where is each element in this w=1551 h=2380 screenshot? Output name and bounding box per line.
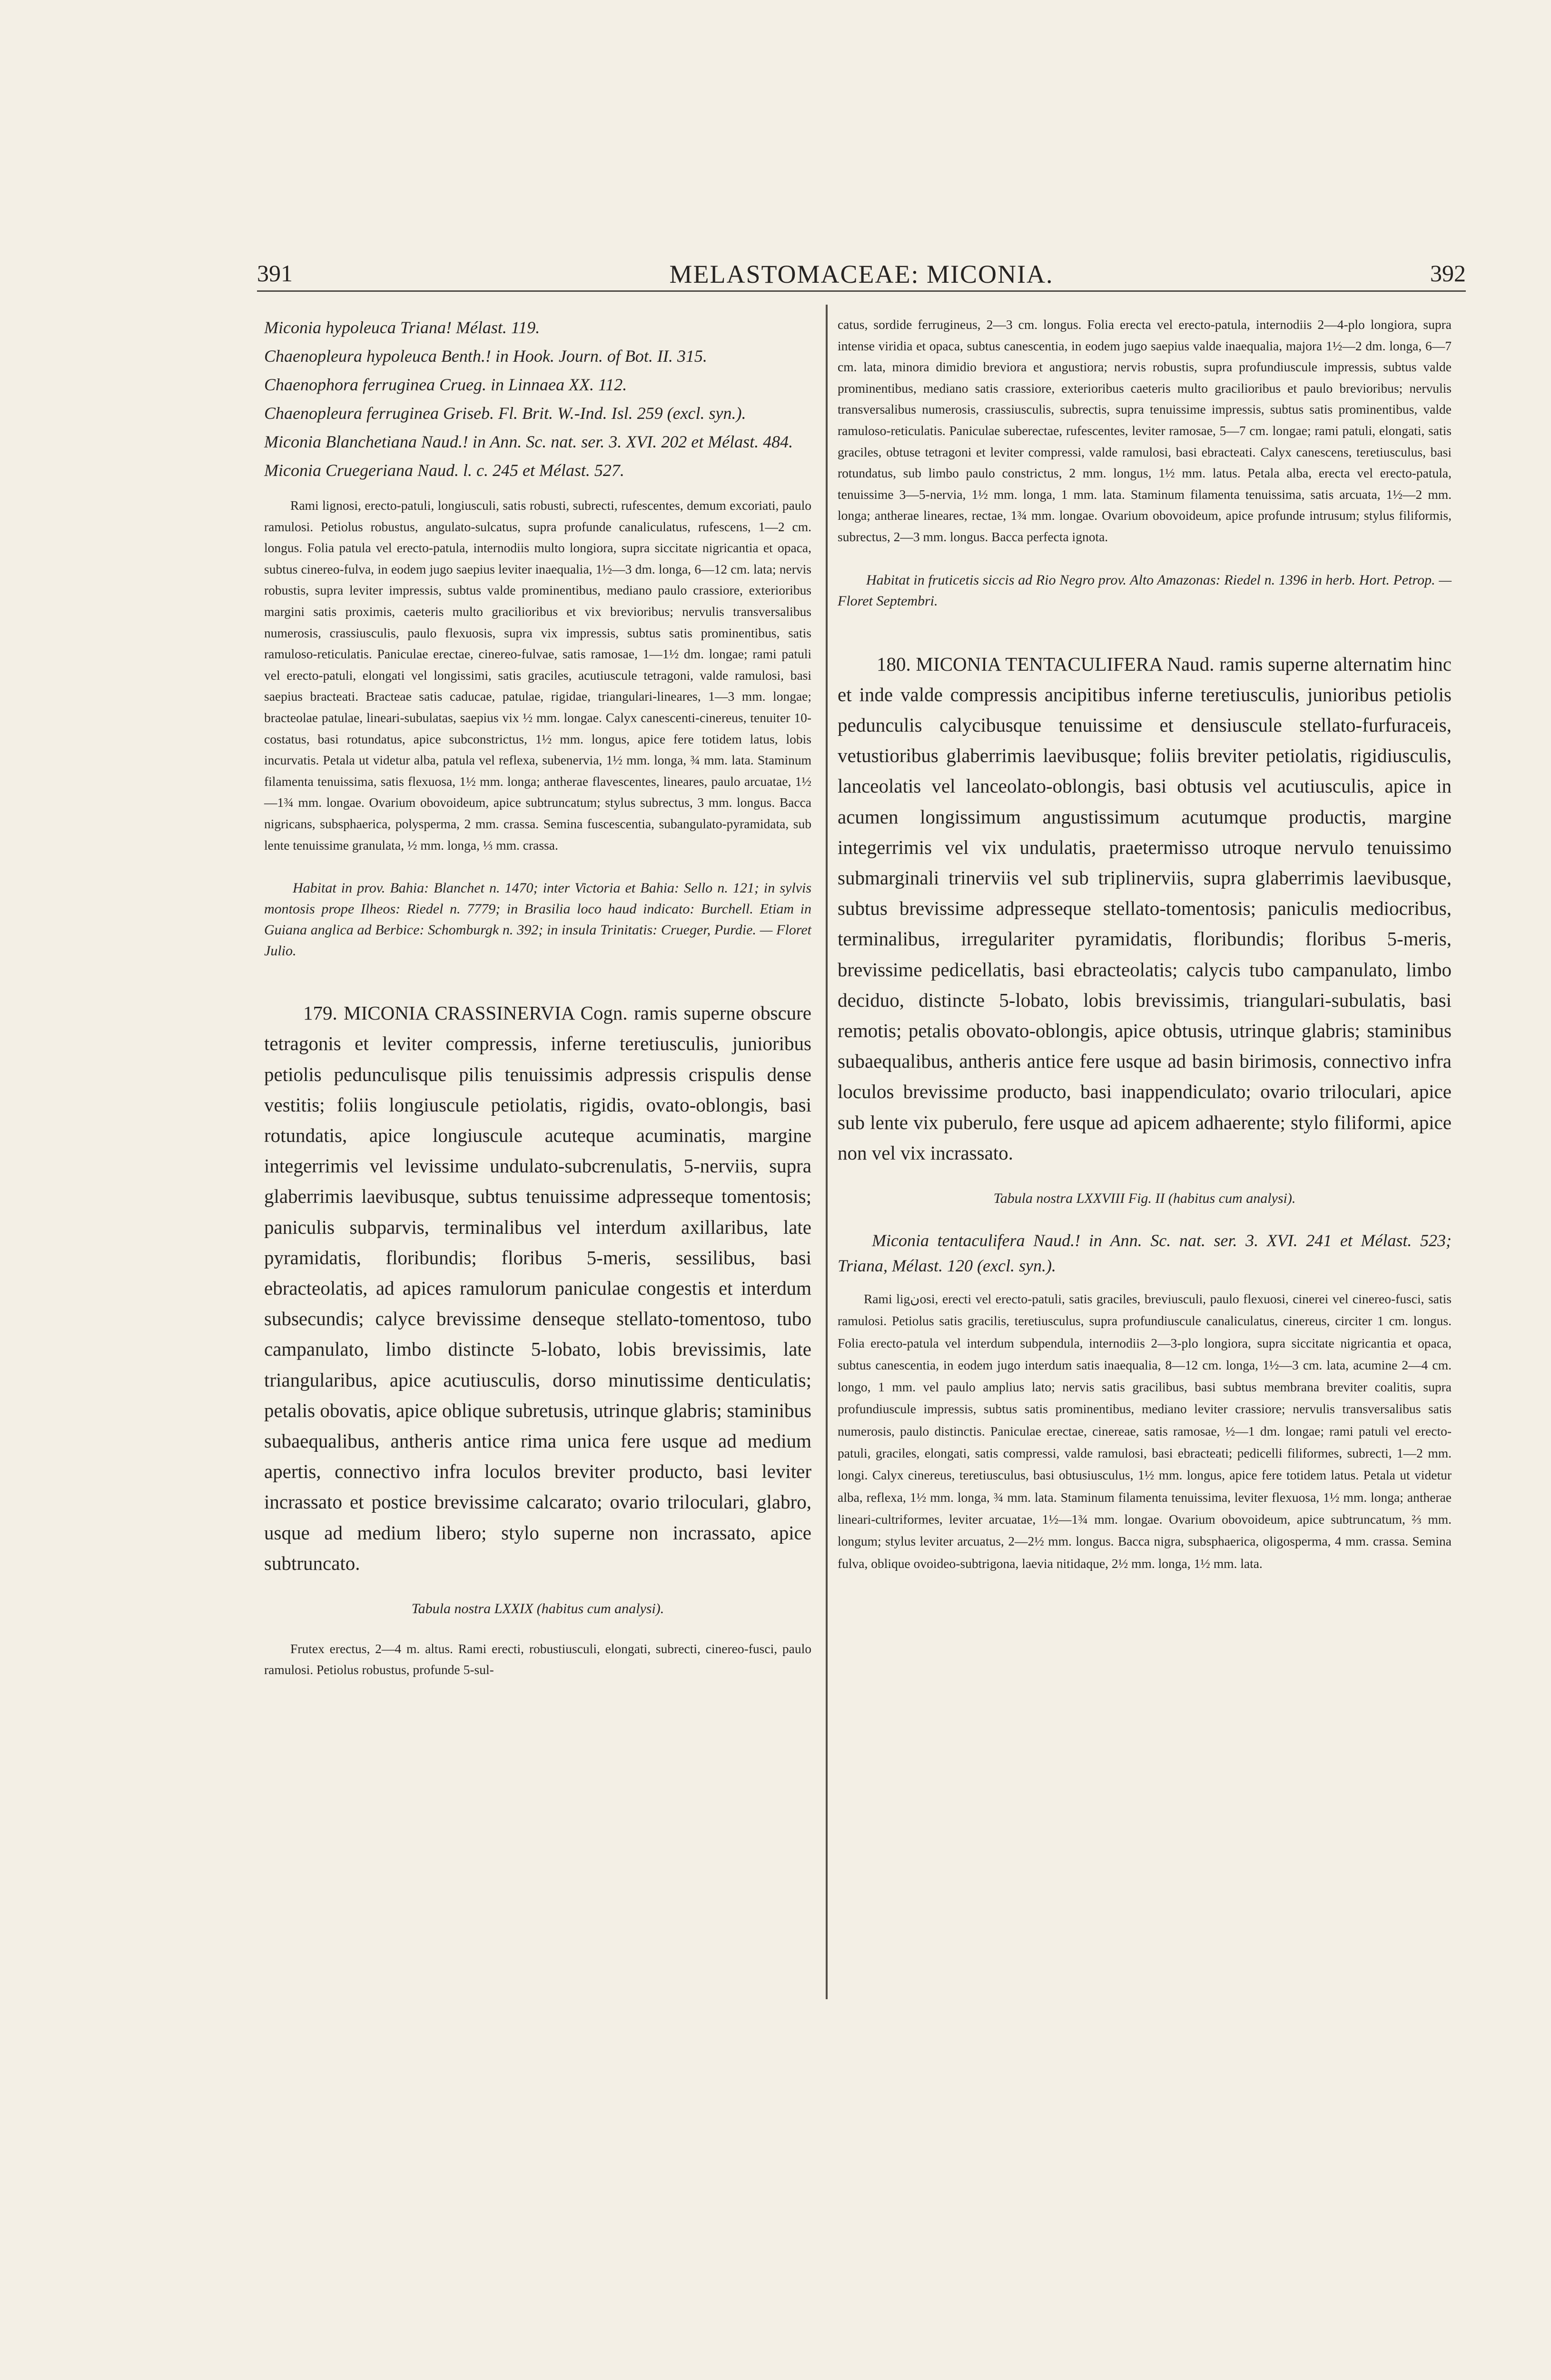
description-continuation: catus, sordide ferrugineus, 2—3 cm. longus. Folia erecta vel erecto-patula, internodiis 2—4-plo longiora, supra intense viridia et opaca, subtus canescentia, in eodem jugo saepius valde inaequalia, majora 1½—2 dm. longa, 6—7 cm. lata, minora dimidio breviora et angustiora; nervis robustis, supra profundiuscule impressis, subtus valde prominentibus, mediano satis crassiore, exterioribus caeteris multo gracilioribus et paulo brevioribus; nervulis transversalibus numerosis, crassiusculis, subrectis, supra tenuissime impressis, subtus satis prominentibus, valde ramuloso-reticulatis. Paniculae suberectae, rufescentes, leviter ramosae, 5—7 cm. longae; rami patuli, elongati, satis graciles, obtuse tetragoni et leviter compressi, valde ramulosi, basi ebracteati. Calyx canescens, teretiusculus, basi rotundatus, sub limbo paulo constrictus, 2 mm. longus, 1½ mm. latus. Petala alba, erecta vel erecto-patula, tenuissime 3—5-nervia, 1½ mm. longa, 1 mm. lata. Staminum filamenta tenuissima, satis arcuata, 1½—2 mm. longa; antherae lineares, rectae, 1¾ mm. longae. Ovarium obovoideum, apice profunde intrusum; stylus filiformis, subrectus, 2—3 mm. longus. Bacca perfecta ignota.: [838, 317, 1452, 544]
right-column: [838, 314, 1452, 1575]
left-column: [264, 314, 811, 1680]
running-title: MELASTOMACEAE: MICONIA.: [669, 260, 1054, 288]
synonym: Miconia Cruegeriana Naud. l. c. 245 et Mélast. 527.: [264, 461, 624, 480]
synonym: Miconia tentaculifera Naud.! in Ann. Sc. nat. ser. 3. XVI. 241 et Mélast. 523; Triana, Mélast. 120 (excl. syn.).: [838, 1230, 1452, 1275]
synonym: Miconia Blanchetiana Naud.! in Ann. Sc. nat. ser. 3. XVI. 202 et Mélast. 484.: [264, 432, 793, 451]
plate-reference: Tabula nostra LXXIX (habitus cum analysi).: [411, 1600, 664, 1616]
synonym: Chaenopleura ferruginea Griseb. Fl. Brit. W.-Ind. Isl. 259 (excl. syn.).: [264, 404, 746, 423]
description-paragraph: Rami ligنosi, erecti vel erecto-patuli, satis graciles, breviusculi, paulo flexuosi, cinerei vel cinereo-fusci, satis ramulosi. Petiolus satis gracilis, teretiusculus, supra profundiuscule canaliculatus, cinereus, circiter 1 cm. longus. Folia erecto-patula vel interdum subpendula, internodiis 2—3-plo longiora, supra siccitate nigricantia et opaca, subtus canescentia, in eodem jugo interdum satis inaequalia, 8—12 cm. longa, 1½—3 cm. lata, acumine 2—4 cm. longo, 1 mm. vel paulo amplius lato; nervis satis gracilibus, basi subtus membrana breviter coalitis, supra profundiuscule impressis, subtus satis prominentibus, mediano leviter crassiore; nervulis transversalibus satis numerosis, paulo distinctis. Paniculae erectae, cinereae, satis ramosae, ½—1 dm. longae; rami patuli vel erecto-patuli, graciles, elongati, satis compressi, valde ramulosi, basi ebracteati; pedicelli filiformes, subrecti, 1—2 mm. longi. Calyx cinereus, teretiusculus, basi obtusiusculus, 1½ mm. longus, apice fere totidem latus. Petala ut videtur alba, reflexa, 1½ mm. longa, ¾ mm. lata. Staminum filamenta tenuissima, leviter flexuosa, 1½ mm. longa; antherae lineari-cultriformes, leviter arcuatae, 1½—1¾ mm. longae. Ovarium obovoideum, apice subtruncatum, ⅔ mm. longum; stylus leviter arcuatus, 2—2½ mm. longus. Bacca nigra, subsphaerica, oligosperma, 4 mm. crassa. Semina fulva, oblique ovoideo-subtrigona, laevia nitidaque, 2½ mm. longa, 1½ mm. lata.: [838, 1291, 1452, 1571]
plate-reference: Tabula nostra LXXVIII Fig. II (habitus cum analysi).: [993, 1190, 1296, 1206]
habitat-paragraph: Habitat in fruticetis siccis ad Rio Negro prov. Alto Amazonas: Riedel n. 1396 in herb. Hort. Petrop. — Floret Septembri.: [838, 572, 1452, 609]
synonym: Chaenopleura hypoleuca Benth.! in Hook. Journ. of Bot. II. 315.: [264, 347, 707, 366]
page-number-left: 391: [257, 260, 293, 287]
column-divider: [826, 305, 828, 1999]
description-paragraph: Rami lignosi, erecto-patuli, longiusculi, satis robusti, subrecti, rufescentes, demum excoriati, paulo ramulosi. Petiolus robustus, angulato-sulcatus, supra profunde canaliculatus, rufescens, 1—2 cm. longus. Folia patula vel erecto-patula, internodiis multo longiora, supra siccitate nigricantia et opaca, subtus cinereo-fulva, in eodem jugo saepius leviter inaequalia, 1½—3 dm. longa, 6—12 cm. lata; nervis robustis, supra leviter impressis, subtus valde prominentibus, mediano paulo crassiore, exterioribus margini satis proximis, caeteris multo gracilioribus et vix brevioribus; nervulis transversalibus numerosis, crassiusculis, paulo flexuosis, supra vix impressis, subtus satis prominentibus, satis ramuloso-reticulatis. Paniculae erectae, cinereo-fulvae, satis ramosae, 1—1½ dm. longae; rami patuli vel erecto-patuli, elongati vel longissimi, satis graciles, acutiuscule tetragoni, valde ramulosi, basi saepius bracteati. Bracteae satis caducae, patulae, rigidae, triangulari-lineares, 1—3 mm. longae; bracteolae patulae, lineari-subulatas, saepius vix ½ mm. longae. Calyx canescenti-cinereus, tenuiter 10-costatus, basi rotundatus, apice subconstrictus, 1½ mm. longus, apice fere totidem latus, lobis incurvatis. Petala ut videtur alba, patula vel reflexa, subenervia, 1½ mm. longa, ¾ mm. lata. Staminum filamenta tenuissima, satis flexuosa, 1½ mm. longa; antherae flavescentes, lineares, paulo arcuatae, 1½—1¾ mm. longae. Ovarium obovoideum, apice subtruncatum; stylus subrectus, 3 mm. longus. Bacca nigricans, subsphaerica, polysperma, 2 mm. crassa. Semina fuscescentia, subangulato-pyramidata, sub lente tenuissime granulata, ½ mm. longa, ⅓ mm. crassa.: [264, 498, 811, 853]
synonym: Miconia hypoleuca Triana! Mélast. 119.: [264, 318, 540, 337]
habitat-paragraph: Habitat in prov. Bahia: Blanchet n. 1470; inter Victoria et Bahia: Sello n. 121; in sylvis montosis prope Ilheos: Riedel n. 7779; in Brasilia loco haud indicato: Burchell. Etiam in Guiana anglica ad Berbice: Schomburgk n. 392; in insula Trinitatis: Crueger, Purdie. — Floret Julio.: [264, 880, 811, 959]
description-paragraph: Frutex erectus, 2—4 m. altus. Rami erecti, robustiusculi, elongati, subrecti, cinereo-fusci, paulo ramulosi. Petiolus robustus, profunde 5-sul-: [264, 1641, 811, 1677]
header-rule: [257, 290, 1466, 292]
synonym-list: [264, 314, 811, 484]
species-179-diagnosis: 179. MICONIA CRASSINERVIA Cogn. ramis superne obscure tetragonis et leviter compressis, inferne teretiusculis, junioribus petiolis pedunculisque pilis tenuissimis adpressis crispulis dense vestitis; foliis longiuscule petiolatis, rigidis, ovato-oblongis, basi rotundatis, apice longiuscule acuteque acuminatis, margine integerrimis vel levissime undulato-subcrenulatis, 5-nerviis, supra glaberrimis laevibusque, subtus tenuissime adpresseque tomentosis; paniculis subparvis, terminalibus vel interdum axillaribus, late pyramidatis, floribundis; floribus 5-meris, sessilibus, basi ebracteolatis, ad apices ramulorum paniculae congestis et interdum subsecundis; calyce brevissime denseque stellato-tomentoso, tubo campanulato, limbo distincte 5-lobato, lobis brevissimis, late triangularibus, apice acutiusculis, dorso minutissime denticulatis; petalis obovatis, apice oblique subretusis, utrinque glabris; staminibus subaequalibus, antheris antice rima unica fere usque ad medium apertis, connectivo infra loculos breviter producto, basi leviter incrassato et postice brevissime calcarato; ovario triloculari, glabro, usque ad medium libero; stylo superne non incrassato, apice subtruncato.: [264, 1002, 811, 1574]
page-header: [257, 259, 1466, 298]
page-number-right: 392: [1430, 260, 1466, 287]
species-180-diagnosis: 180. MICONIA TENTACULIFERA Naud. ramis superne alternatim hinc et inde valde compressis ancipitibus inferne teretiusculis, junioribus petiolis pedunculis calycibusque tenuissime et densiuscule stellato-furfuraceis, vetustioribus glaberrimis laevibusque; foliis breviter petiolatis, rigidiusculis, lanceolatis vel lanceolato-oblongis, basi obtusis vel acutiusculis, apice in acumen longissimum angustissimum acutumque productis, margine integerrimis vel vix undulatis, praetermisso utroque nervulo tenuissimo submarginali trinerviis vel sub triplinerviis, supra glaberrimis laevibusque, subtus brevissime adpresseque stellato-tomentosis; paniculis mediocribus, terminalibus, irregulariter pyramidatis, floribundis; floribus 5-meris, brevissime pedicellatis, basi ebracteolatis; calycis tubo campanulato, limbo deciduo, distincte 5-lobato, lobis brevissimis, triangulari-subulatis, basi remotis; petalis obovato-oblongis, apice obtusis, utrinque glabris; staminibus subaequalibus, antheris antice fere usque ad basin birimosis, connectivo infra loculos brevissime producto, basi inappendiculato; ovario triloculari, apice sub lente vix puberulo, fere usque ad apicem adhaerente; stylo filiformi, apice non vel vix incrassato.: [838, 653, 1452, 1164]
synonym: Chaenophora ferruginea Crueg. in Linnaea XX. 112.: [264, 375, 627, 394]
